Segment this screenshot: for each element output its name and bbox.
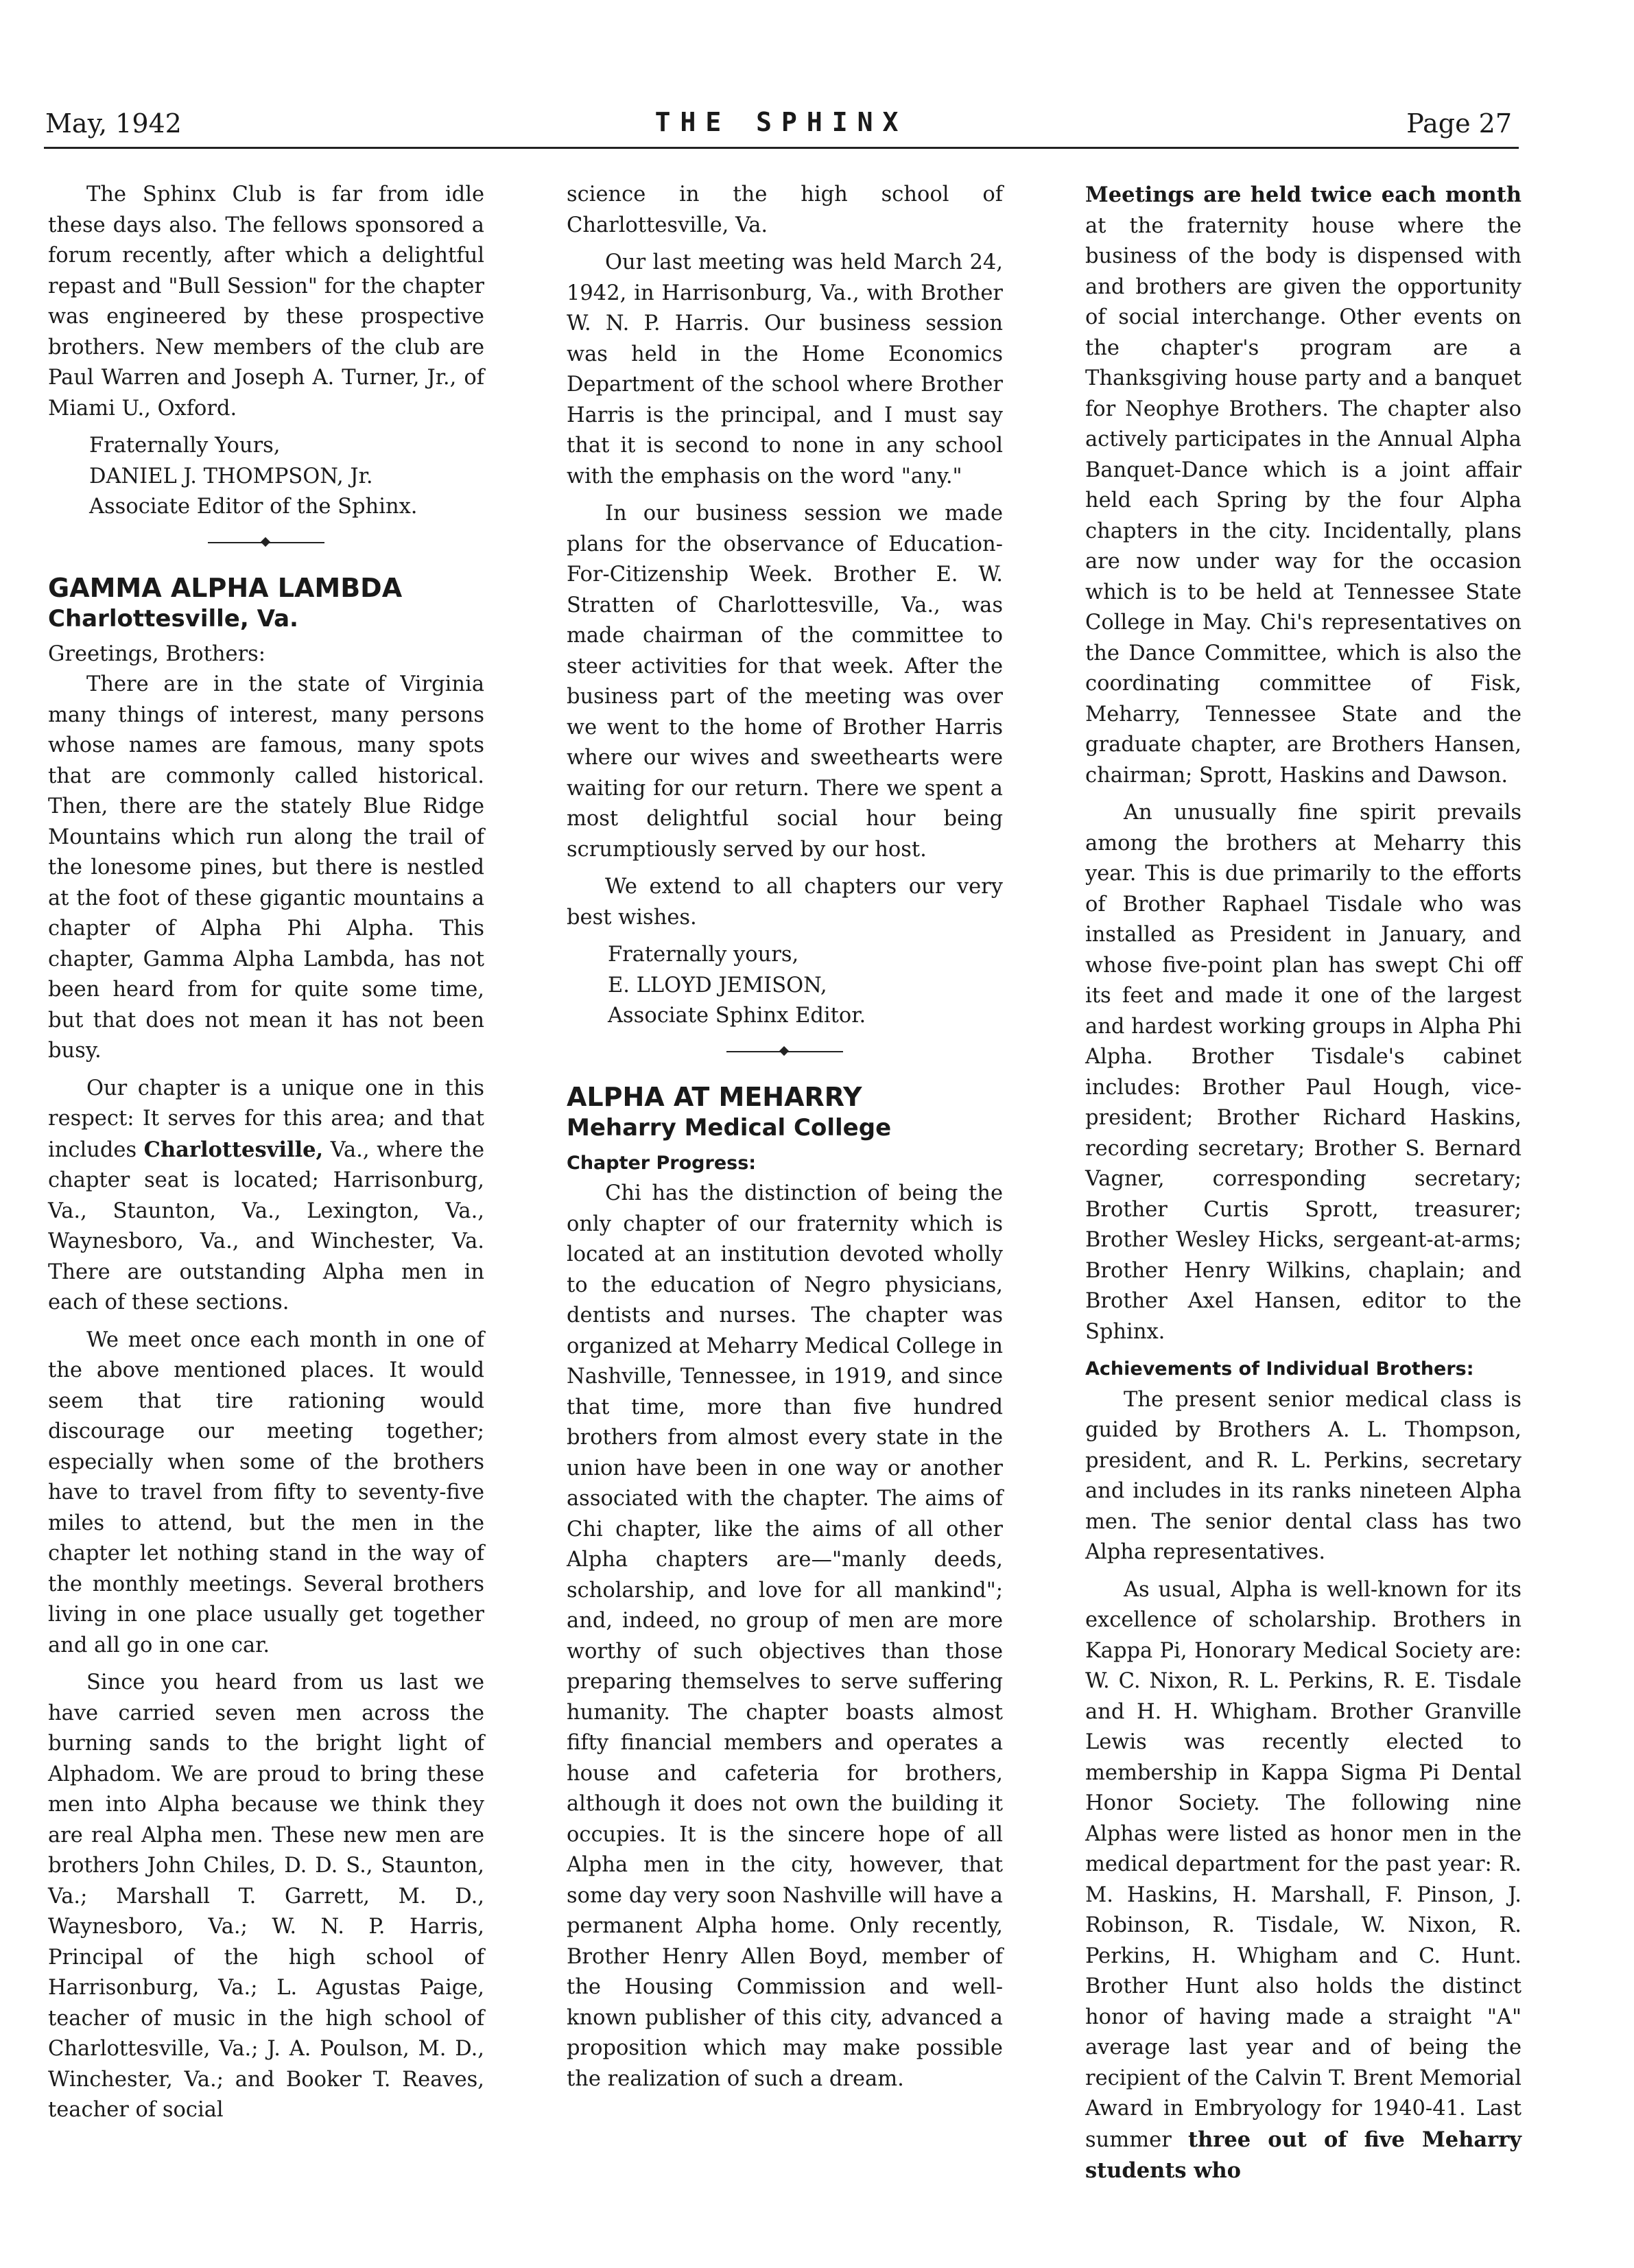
section-title-alpha-at-meharry: ALPHA AT MEHARRY xyxy=(567,1081,862,1112)
signature-name: E. LLOYD JEMISON, xyxy=(608,973,827,997)
text-run: As usual, Alpha is well-known for its excellence of scholarship. Brothers in Kappa Pi, Honorary Medical Society are: W. C. Nixon, R. L. Perkins, R. E. Tisdale and H. H. Whigham. Brother Granville Lewis was recently elected to membership in Kappa Sigma Pi Dental Honor Society. The following nine Alphas were listed as honor men in the medical department for the past year: R. M. Haskins, H. Marshall, F. Pinson, J. Robinson, R. Tisdale, W. Nixon, R. Perkins, H. Whigham and C. Hunt. Brother Hunt also holds the distinct honor of having made a straight "A" average last year and of being the recipient of the Calvin T. Brent Memorial Award in Embryology for 1940-41. Last summer xyxy=(1085,1577,1521,2152)
paragraph: Our last meeting was held March 24, 1942, in Harrisonburg, Va., with Brother W. N. P. Harris. Our business session was held in the Home Economics Department of the school where Brother Harris is the principal, and I must say that it is second to none in any school with the emphasis on the word "any." xyxy=(567,250,1003,488)
column-1 xyxy=(48,180,484,2133)
signature-closing: Fraternally Yours, xyxy=(89,434,281,458)
bold-text-run: three out of five Meharry students who xyxy=(1085,2127,1522,2183)
text-run: Our chapter is a unique one in this respect: It serves for this area; and that includes xyxy=(48,1076,484,1162)
paragraph: Since you heard from us last we have carried seven men across the burning sands to the bright light of Alphadom. We are proud to bring these men into Alpha because we think they are real Alpha men. These new men are brothers John Chiles, D. D. S., Staunton, Va.; Marshall T. Garrett, M. D., Waynesboro, Va.; W. N. P. Harris, Principal of the high school of Harrisonburg, Va.; L. Agustas Paige, teacher of music in the high school of Charlottesville, Va.; J. A. Poulson, M. D., Winchester, Va.; and Booker T. Reaves, teacher of social xyxy=(48,1670,484,2122)
signature-closing: Fraternally yours, xyxy=(608,943,799,967)
section-subtitle-charlottesville: Charlottesville, Va. xyxy=(48,604,298,633)
column-2 xyxy=(567,180,1003,2101)
greeting: Greetings, Brothers: xyxy=(48,641,266,666)
page-number: Page 27 xyxy=(1406,108,1512,139)
text-run: at the fraternity house where the business of the body is dispensed with and brothers are given the opportunity of social interchange. Other events on the chapter's program are a Thanksgiving house party and a banquet for Neophye Brothers. The chapter also actively participates in the Annual Alpha Banquet-Dance which is a joint affair held each Spring by the four Alpha chapters in the city. Incidentally, plans are now under way for the occasion which is to be held at Tennessee State College in May. Chi's representatives on the Dance Committee, which is also the coordinating committee of Fisk, Meharry, Tennessee State and the graduate chapter, are Brothers Hansen, chairman; Sprott, Haskins and Dawson. xyxy=(1085,213,1521,788)
bold-text-run: Meetings are held twice each month xyxy=(1085,182,1521,207)
paragraph: There are in the state of Virginia many things of interest, many persons whose names are famous, many spots that are commonly called historical. Then, there are the stately Blue Ridge Mountains which run along the trail of the lonesome pines, but there is nestled at the foot of these gigantic mountains a chapter of Alpha Phi Alpha. This chapter, Gamma Alpha Lambda, has not been heard from for quite some time, but that does not mean it has not been busy. xyxy=(48,672,484,1063)
text-run: Va., where the chapter seat is located; Harrisonburg, Va., Staunton, Va., Lexington, Va., Waynesboro, Va., and Winchester, Va. There are outstanding Alpha men in each of these sections. xyxy=(48,1137,484,1314)
paragraph: We extend to all chapters our very best wishes. xyxy=(567,875,1003,930)
continued-paragraph: science in the high school of Charlottesville, Va. xyxy=(567,182,1003,237)
signature-title: Associate Sphinx Editor. xyxy=(608,1004,866,1028)
signature-name: DANIEL J. THOMPSON, Jr. xyxy=(89,464,373,488)
sphinx-club-paragraph: The Sphinx Club is far from idle these days also. The fellows sponsored a forum recently, after which a delightful repast and "Bull Session" for the chapter was engineered by these prospective brothers. New members of the club are Paul Warren and Joseph A. Turner, Jr., of Miami U., Oxford. xyxy=(48,182,484,421)
paragraph: Chi has the distinction of being the only chapter of our fraternity which is located at an institution devoted wholly to the education of Negro physicians, dentists and nurses. The chapter was organized at Meharry Medical College in Nashville, Tennessee, in 1919, and since that time, more than five hundred brothers from almost every state in the union have been in one way or another associated with the chapter. The aims of Chi chapter, like the aims of all other Alpha chapters are—"manly deeds, scholarship, and love for all mankind"; and, indeed, no group of men are more worthy of such objectives than those preparing themselves to serve suffering humanity. The chapter boasts almost fifty financial members and operates a house and cafeteria for brothers, although it does not own the building it occupies. It is the sincere hope of all Alpha men in the city, however, that some day very soon Nashville will have a permanent Alpha home. Only recently, Brother Henry Allen Boyd, member of the Housing Commission and well-known publisher of this city, advanced a proposition which may make possible the realization of such a dream. xyxy=(567,1181,1003,2091)
paragraph: The present senior medical class is guided by Brothers A. L. Thompson, president, and R. L. Perkins, secretary and includes in its ranks nineteen Alpha men. The senior dental class has two Alpha representatives. xyxy=(1085,1387,1521,1564)
section-title-gamma-alpha-lambda: GAMMA ALPHA LAMBDA xyxy=(48,572,403,603)
subheading-chapter-progress: Chapter Progress: xyxy=(567,1152,757,1174)
column-3 xyxy=(1085,180,1521,2194)
paragraph xyxy=(1085,180,1521,791)
section-subtitle-meharry: Meharry Medical College xyxy=(567,1113,892,1142)
paragraph: We meet once each month in one of the above mentioned places. It would seem that tire rationing would discourage our meeting together; especially when some of the brothers have to travel from fifty to seventy-five miles to attend, but the men in the chapter let nothing stand in the way of the monthly meetings. Several brothers living in one place usually get together and all go in one car. xyxy=(48,1327,484,1657)
section-divider xyxy=(726,1047,843,1056)
issue-date: May, 1942 xyxy=(45,108,182,139)
paragraph xyxy=(1085,1575,1521,2187)
paragraph xyxy=(48,1074,484,1319)
header-rule xyxy=(44,147,1519,149)
bold-text-run: Charlottesville, xyxy=(143,1137,324,1162)
page-header xyxy=(44,102,1519,151)
subheading-achievements: Achievements of Individual Brothers: xyxy=(1085,1358,1474,1380)
signature-title: Associate Editor of the Sphinx. xyxy=(89,495,418,519)
paragraph: An unusually fine spirit prevails among the brothers at Meharry this year. This is due primarily to the efforts of Brother Raphael Tisdale who was installed as President in January, and whose five-point plan has swept Chi off its feet and made it one of the largest and hardest working groups in Alpha Phi Alpha. Brother Tisdale's cabinet includes: Brother Paul Hough, vice-president; Brother Richard Haskins, recording secretary; Brother S. Bernard Vagner, corresponding secretary; Brother Curtis Sprott, treasurer; Brother Wesley Hicks, sergeant-at-arms; Brother Henry Wilkins, chaplain; and Brother Axel Hansen, editor to the Sphinx. xyxy=(1085,801,1521,1344)
paragraph: In our business session we made plans for the observance of Education-For-Citizenship Week. Brother E. W. Stratten of Charlottesville, Va., was made chairman of the committee to steer activities for that week. After the business part of the meeting was over we went to the home of Brother Harris where our wives and sweethearts were waiting for our return. There we spent a most delightful social hour being scrumptiously served by our host. xyxy=(567,501,1003,862)
publication-title: THE SPHINX xyxy=(654,107,908,137)
section-divider xyxy=(208,538,324,547)
